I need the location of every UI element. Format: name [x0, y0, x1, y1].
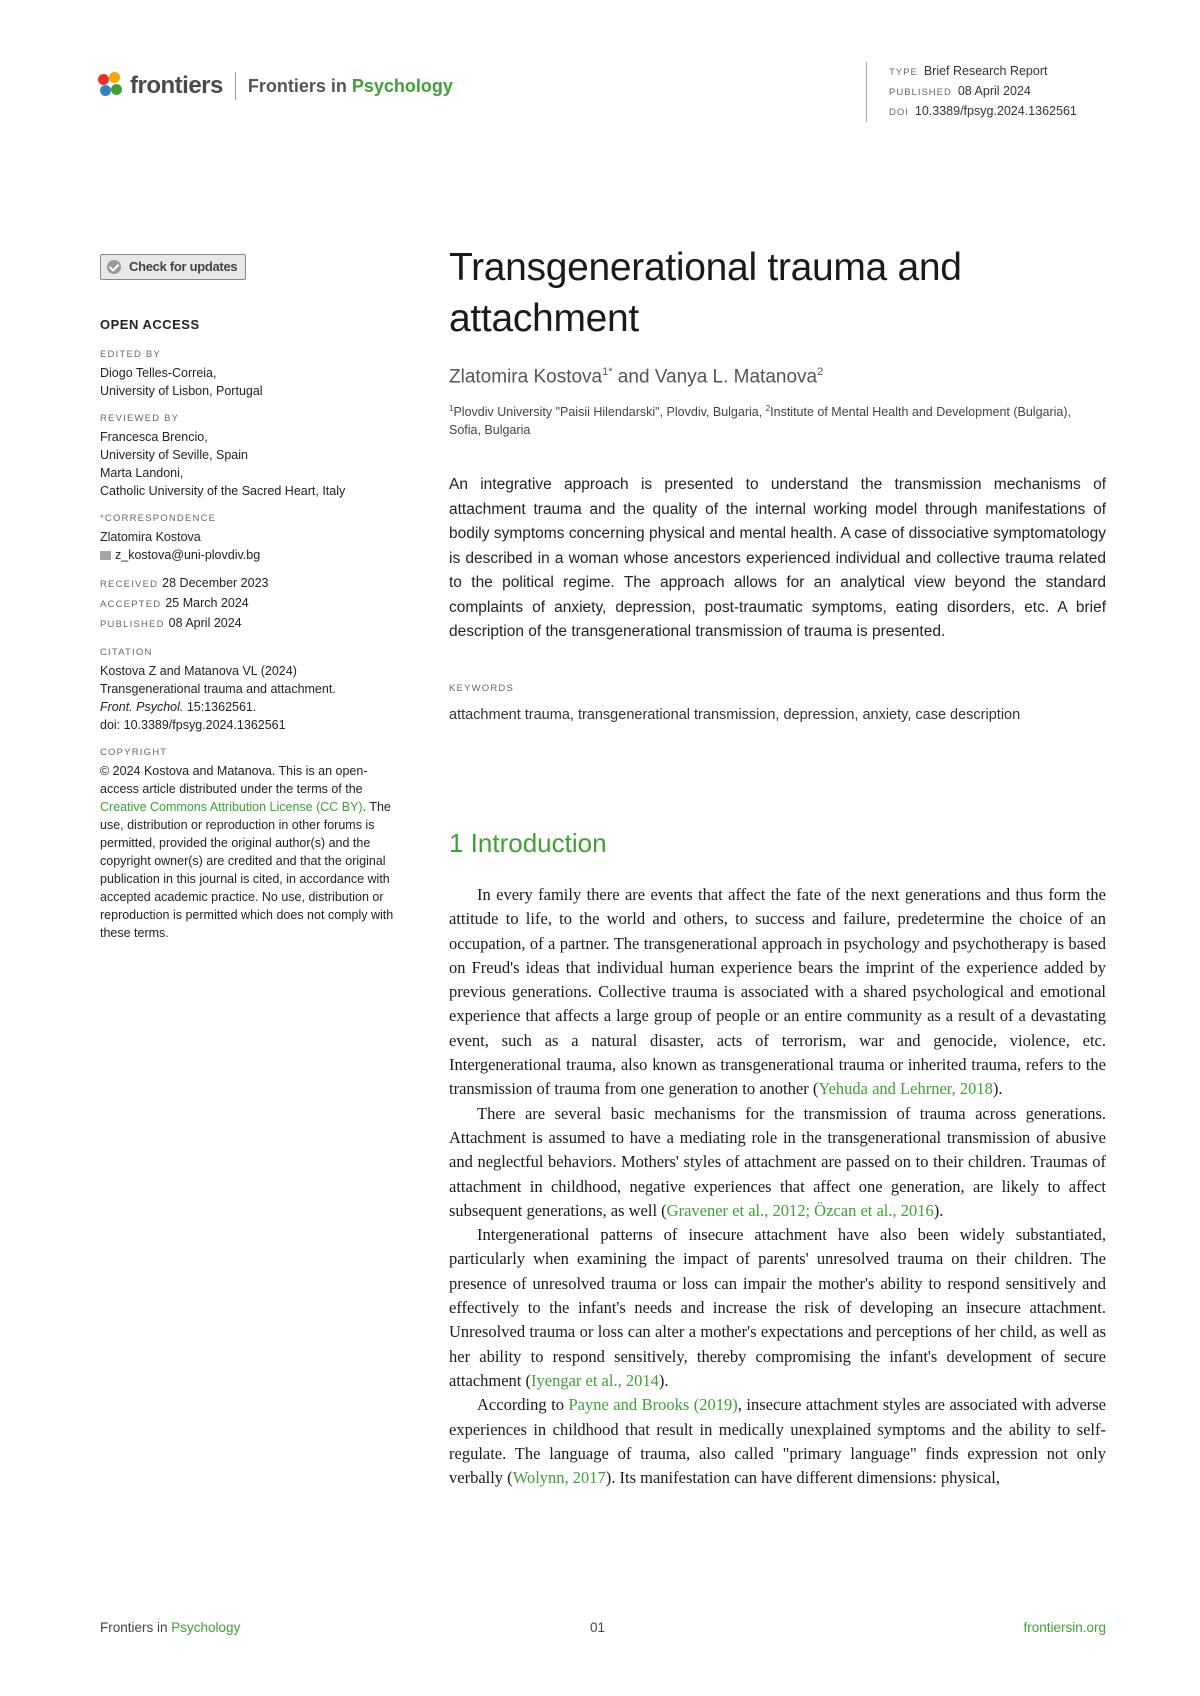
affiliations: $^1$Plovdiv University "Paisii Hilendarski", Plovdiv, Bulgaria, $^2$Institute of Mental Health and Development (Bulgaria), Sofia, Bulgaria [449, 404, 1071, 438]
check-for-updates-button[interactable]: Check for updates [100, 254, 246, 280]
citation-doi[interactable]: doi: 10.3389/fpsyg.2024.1362561 [100, 718, 286, 732]
paragraph: There are several basic mechanisms for the transmission of trauma across generations. Attachment is assumed to have a mediating role in the transgenerational transmission of abusive and neglectful behaviors. Mothers' styles of attachment are passed on to their children. Traumas of attachment in childhood, negative experiences that affect one generation, are likely to affect subsequent generations, as well (Gravener et al., 2012; Özcan et al., 2016). [449, 1103, 1106, 1220]
published-label: PUBLISHED [889, 87, 952, 98]
frontiers-logo[interactable] [98, 70, 453, 102]
abstract: An integrative approach is presented to understand the transmission mechanisms of attachment trauma and the quality of the internal working model through manifestations of bodily symptoms concerning physical and mental health. A case of dissociative symptomatology is described in a woman whose ancestors experienced individual and collective trauma related to the political regime. The approach allows for an analytical view beyond the standard complaints of anxiety, depression, post-traumatic symptoms, eating disorders, etc. A brief description of the transgenerational transmission of trauma is presented. [449, 476, 1106, 641]
reviewer-name: Francesca Brencio, [100, 430, 208, 444]
published-value: 08 April 2024 [957, 84, 1031, 98]
mail-icon [100, 551, 111, 560]
frontiers-logo-mark-icon [98, 72, 124, 100]
type-label: TYPE [889, 67, 918, 78]
editor-name: Diogo Telles-Correia, [100, 366, 217, 380]
reviewer-name: Marta Landoni, [100, 466, 184, 480]
published-date: 08 April 2024 [168, 616, 242, 630]
reviewed-by-section: REVIEWED BY Francesca Brencio, University of Seville, Spain Marta Landoni, Catholic University of the Sacred Heart, Italy [100, 410, 400, 500]
correspondence-section: *CORRESPONDENCE Zlatomira Kostova z_kostova@uni-plovdiv.bg [100, 510, 400, 564]
paragraph: According to Payne and Brooks (2019), insecure attachment styles are associated with adverse experiences in childhood that result in medically unexplained symptoms and the ability to self-regulate. The language of trauma, also called "primary language" finds expression not only verbally (Wolynn, 2017). Its manifestation can have different dimensions: physical, [449, 1395, 1107, 1488]
reference-link[interactable]: Payne and Brooks (2019) [568, 1395, 738, 1415]
footer-site-link[interactable]: frontiersin.org [1023, 1620, 1106, 1635]
dates-section: RECEIVED 28 December 2023 ACCEPTED 25 March 2024 PUBLISHED 08 April 2024 [100, 576, 269, 630]
page-number: 01 [590, 1620, 606, 1635]
author-name[interactable]: Vanya L. Matanova [654, 366, 818, 388]
introduction-body [449, 883, 1106, 1490]
footer-journal[interactable]: Frontiers in Psychology [100, 1620, 241, 1635]
received-date: 28 December 2023 [162, 576, 269, 590]
check-icon [107, 260, 121, 274]
reference-link[interactable]: Iyengar et al., 2014 [531, 1370, 659, 1390]
doi-label: DOI [889, 107, 909, 118]
reviewer-affiliation: Catholic University of the Sacred Heart, Italy [100, 484, 346, 498]
doi-value[interactable]: 10.3389/fpsyg.2024.1362561 [914, 104, 1077, 118]
reference-link[interactable]: Wolynn, 2017 [512, 1468, 606, 1488]
citation-section: CITATION Kostova Z and Matanova VL (2024) Transgenerational trauma and attachment. Front. Psychol. 15:1362561. doi: 10.3389/fpsyg.2024.1362561 [100, 644, 400, 734]
copyright-section: COPYRIGHT © 2024 Kostova and Matanova. This is an open-access article distributed under the terms of the Creative Commons Attribution License (CC BY). The use, distribution or reproduction in other forums is permitted, provided the original author(s) and the copyright owner(s) are credited and that the original publication in this journal is cited, in accordance with accepted academic practice. No use, distribution or reproduction is permitted which does not comply with these terms. [100, 747, 394, 940]
logo-wordmark: frontiers [130, 72, 223, 99]
open-access-label: OPEN ACCESS [100, 317, 200, 332]
article-meta [866, 62, 1077, 122]
author-name[interactable]: Zlatomira Kostova [449, 366, 603, 388]
author-list: Zlatomira Kostova$^{1*}$ and Vanya L. Matanova$^2$ [449, 366, 824, 388]
cc-by-license-link[interactable]: Creative Commons Attribution License (CC BY) [100, 800, 363, 814]
paragraph: Intergenerational patterns of insecure attachment have also been widely substantiated, particularly when examining the impact of parents' unresolved trauma on their children. The presence of unresolved trauma or loss can impair the mother's ability to respond sensitively and effectively to the infant's needs and increase the risk of developing an insecure attachment. Unresolved trauma or loss can alter a mother's expectations and perceptions of her child, as well as her ability to respond sensitively, thereby compromising the infant's development of secure attachment (Iyengar et al., 2014). [449, 1225, 1106, 1390]
keywords-label: KEYWORDS [449, 682, 515, 694]
correspondence-name: Zlatomira Kostova [100, 530, 201, 544]
editor-affiliation: University of Lisbon, Portugal [100, 384, 263, 398]
section-heading-introduction: 1 Introduction [449, 827, 607, 858]
logo-divider [235, 72, 236, 100]
edited-by-section: EDITED BY Diogo Telles-Correia, University of Lisbon, Portugal [100, 346, 400, 400]
type-value: Brief Research Report [923, 64, 1048, 78]
article-main [449, 242, 1106, 1490]
journal-name[interactable]: Frontiers in Psychology [247, 75, 453, 96]
reference-link[interactable]: Gravener et al., 2012; Özcan et al., 2016 [666, 1200, 934, 1220]
correspondence-email[interactable]: z_kostova@uni-plovdiv.bg [100, 546, 400, 564]
accepted-date: 25 March 2024 [165, 596, 249, 610]
article-sidebar [100, 254, 400, 952]
paragraph: In every family there are events that affect the fate of the next generations and thus form the attitude to life, to the world and others, to success and failure, predetermine the choice of an occupation, of a partner. The transgenerational approach in psychology and psychotherapy is based on Freud's ideas that individual human experience bears the imprint of the experience added by previous generations. Collective trauma is associated with a shared psychological and emotional experience that affects a large group of people or an entire community as a result of a devastating event, such as a natural disaster, acts of terrorism, war and genocide, violence, etc. Intergenerational trauma, also known as transgenerational trauma or inherited trauma, refers to the transmission of trauma from one generation to another (Yehuda and Lehrner, 2018). [449, 884, 1106, 1099]
article-title: Transgenerational trauma and attachment [449, 246, 962, 340]
reviewer-affiliation: University of Seville, Spain [100, 448, 248, 462]
keywords: attachment trauma, transgenerational transmission, depression, anxiety, case description [449, 706, 1021, 723]
reference-link[interactable]: Yehuda and Lehrner, 2018 [818, 1079, 993, 1099]
